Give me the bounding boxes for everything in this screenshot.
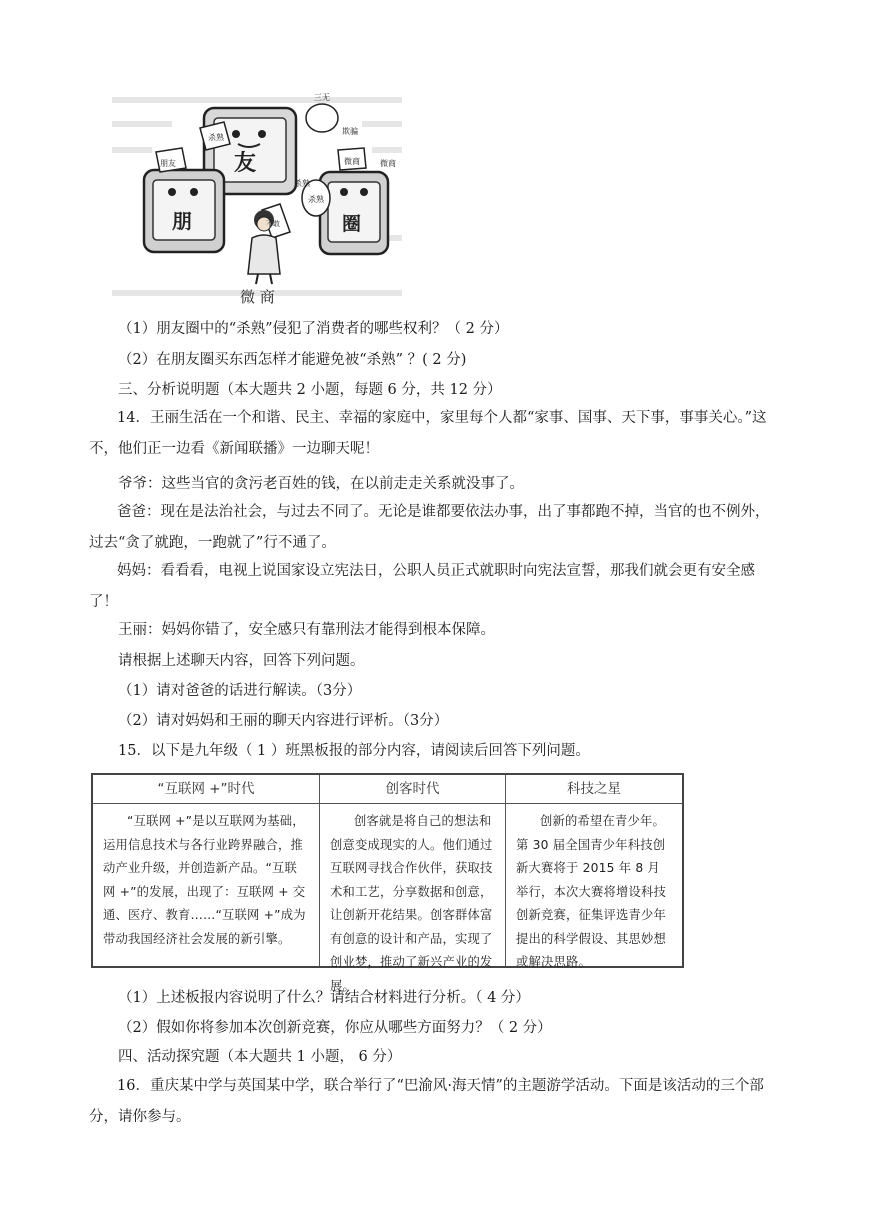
board-col-maker: [320, 775, 506, 993]
q14-sub1: （1）请对爸爸的话进行解读。（3分）: [118, 683, 362, 699]
q13-sub2: （2）在朋友圈买东西怎样才能避免被“杀熟” ？( 2 分): [118, 352, 467, 368]
board-col-header: “互联网 +”时代: [93, 775, 319, 804]
q16-intro: 16．重庆某中学与英国某中学，联合举行了“巴渝风·海天情”的主题游学活动。下面是该活动的三个部分，请你参与。: [89, 1078, 764, 1125]
q14-grandpa: 爷爷：这些当官的贪污老百姓的钱，在以前走走关系就没事了。: [118, 476, 524, 492]
label-7: 欺骗: [342, 127, 358, 136]
q13-sub1: （1）朋友圈中的“杀熟”侵犯了消费者的哪些权利？（ 2 分）: [118, 321, 509, 337]
label-1: 三无: [314, 93, 330, 102]
q14-mom: 妈妈：看看看，电视上说国家设立宪法日，公职人员正式就职时向宪法宣誓，那我们就会更有安全感了！: [89, 563, 755, 610]
board-col-header: 创客时代: [320, 775, 505, 804]
q14-dad: 爸爸：现在是法治社会，与过去不同了。无论是谁都要依法办事，出了事都跑不掉，当官的也不例外，过去“贪了就跑，一跑就了”行不通了。: [89, 504, 770, 551]
phone-middle-char: 友: [234, 151, 257, 176]
q14-sub2: （2）请对妈妈和王丽的聊天内容进行评析。（3分）: [118, 713, 449, 729]
label-2: 微商: [344, 157, 360, 166]
label-6: 杀熟: [294, 179, 310, 188]
cartoon-illustration: [112, 88, 404, 310]
board-col-body: 创新的希望在青少年。第 30 届全国青少年科技创新大赛将于 2015 年 8 月举行，本次大赛将增设科技创新竞赛，征集评选青少年提出的科学假设、其思妙想或解决思路。: [516, 814, 666, 969]
board-col-internet-plus: [93, 775, 320, 966]
label-5: 微商: [380, 159, 396, 168]
blackboard-table: [91, 773, 684, 993]
q15-intro: 15．以下是九年级（ 1 ）班黑板报的部分内容，请阅读后回答下列问题。: [118, 743, 590, 759]
phone-left: [144, 170, 224, 252]
q15-sub2: （2）假如你将参加本次创新竞赛，你应从哪些方面努力？（ 2 分）: [118, 1020, 552, 1036]
phone-right-char: 圈: [342, 213, 362, 235]
label-4: 杀熟: [308, 195, 324, 204]
section4-heading: 四、活动探究题（本大题共 1 小题， 6 分）: [118, 1049, 402, 1065]
label-8: 不敢: [266, 220, 280, 228]
cartoon-drawing: [112, 88, 404, 310]
section3-heading: 三、分析说明题（本大题共 2 小题，每题 6 分，共 12 分）: [118, 382, 502, 398]
board-col-tech-star: [506, 775, 682, 969]
label-0: 杀熟: [208, 133, 224, 142]
board-col-header: 科技之星: [506, 775, 682, 804]
q14-wangli: 王丽：妈妈你错了，安全感只有靠刑法才能得到根本保障。: [118, 622, 495, 638]
phone-right: [320, 172, 388, 254]
phone-left-char: 朋: [172, 209, 192, 233]
q14-prompt: 请根据上述聊天内容，回答下列问题。: [118, 653, 365, 669]
q14-intro: 14．王丽生活在一个和谐、民主、幸福的家庭中，家里每个人都“家事、国事、天下事，事事关心。”这不，他们正一边看《新闻联播》一边聊天呢！: [89, 410, 767, 457]
board-col-body: “互联网 +”是以互联网为基础，运用信息技术与各行业跨界融合，推动产业升级，并创造新产品。“互联网 +”的发展，出现了：互联网 + 交通、医疗、教育……“互联网 +”成为带动我国经济社会发展的新引擎。: [103, 814, 306, 946]
q15-sub1: （1）上述板报内容说明了什么？请结合材料进行分析。（ 4 分）: [118, 990, 530, 1006]
cartoon-caption: 微 商: [240, 288, 275, 306]
label-3: 朋友: [160, 159, 176, 168]
board-col-body: 创客就是将自己的想法和创意变成现实的人。他们通过互联网寻找合作伙伴，获取技术和工艺，分享数据和创意，让创新开花结果。创客群体富有创意的设计和产品，实现了创业梦，推动了新兴产业的发展。: [330, 814, 493, 993]
